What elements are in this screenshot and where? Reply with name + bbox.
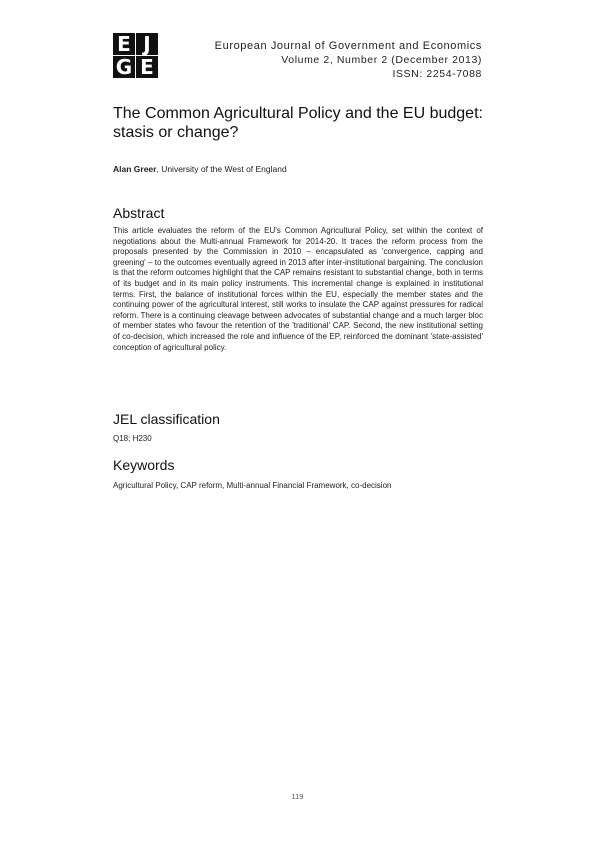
journal-header: [215, 39, 482, 81]
author-name: Alan Greer: [113, 164, 157, 174]
logo-letter: E: [136, 56, 158, 78]
logo-letter: G: [113, 56, 135, 78]
keywords-text: Agricultural Policy, CAP reform, Multi-annual Financial Framework, co-decision: [113, 481, 392, 490]
author-affiliation: , University of the West of England: [156, 164, 287, 174]
keywords-heading: Keywords: [113, 457, 175, 473]
jel-heading: JEL classification: [113, 411, 220, 427]
jel-codes: Q18; H230: [113, 434, 152, 443]
journal-volume: Volume 2, Number 2 (December 2013): [281, 54, 482, 66]
journal-name: European Journal of Government and Economics: [214, 40, 482, 52]
article-title: The Common Agricultural Policy and the EU budget: stasis or change?: [113, 105, 483, 141]
abstract-heading: Abstract: [113, 205, 165, 221]
logo-letter: E: [113, 33, 135, 55]
author-line: [113, 164, 287, 174]
journal-issn: ISSN: 2254-7088: [392, 68, 482, 80]
abstract-text: This article evaluates the reform of the EU's Common Agricultural Policy, set within the context of negotiations about the Multi-annual Framework for 2014-20. It traces the reform process from the proposals presented by the Commission in 2010 – encapsulated as 'convergence, capping and greening' – to the outcomes eventually agreed in 2013 after inter-institutional bargaining. The conclusion is that the reform outcomes highlight that the CAP remains resistant to substantial change, both in terms of its budget and in its main policy instruments. This incremental change is explained in institutional terms. First, the balance of institutional forces within the EU, especially the member states and the continuing power of the agricultural interest, still works to insulate the CAP against pressures for radical reform. There is a continuing cleavage between advocates of substantial change and a much larger bloc of member states who favour the retention of the 'traditional' CAP. Second, the new institutional setting of co-decision, which increased the role and influence of the EP, reinforced the dominant 'state-assisted' conception of agricultural policy.: [113, 226, 483, 352]
journal-logo: [113, 33, 158, 78]
logo-letter: J: [136, 33, 158, 55]
page-number: 119: [291, 792, 304, 801]
